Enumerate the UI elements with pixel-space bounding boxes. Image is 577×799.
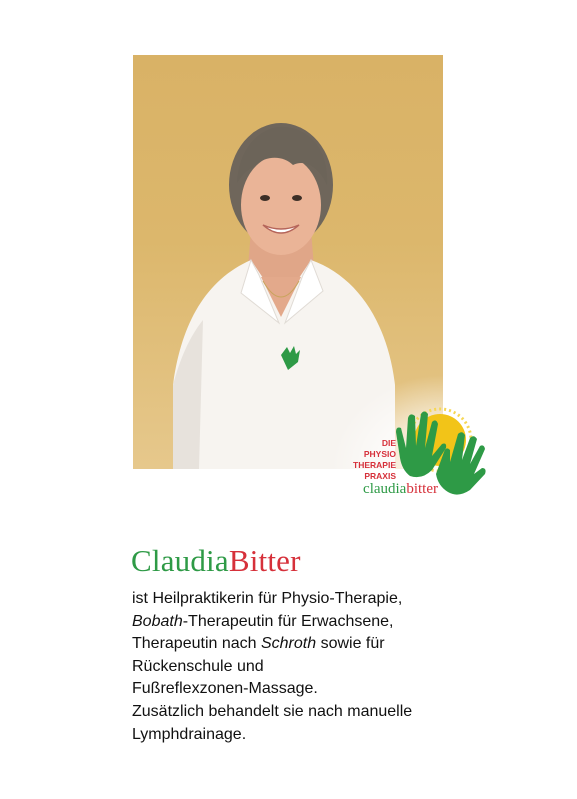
logo-text-physio: PHYSIO — [363, 449, 396, 459]
logo-text-therapie: THERAPIE — [353, 460, 396, 470]
description-line-1: ist Heilpraktikerin für Physio-Therapie, — [132, 590, 403, 607]
logo-name — [328, 480, 438, 498]
description-line-4: Rückenschule und — [132, 657, 264, 675]
person-first-name: Claudia — [131, 543, 229, 578]
description-line-7: Lymphdrainage. — [132, 725, 247, 743]
bobath-emphasis: Bobath — [132, 612, 183, 630]
logo-text-die: DIE — [381, 438, 396, 448]
description-line-2-rest: -Therapeutin für Erwachsene, — [182, 612, 394, 630]
qualification-description — [132, 588, 472, 746]
logo-name-first: claudia — [363, 481, 407, 497]
description-line-2 — [132, 611, 472, 634]
description-line-3-post: sowie für — [316, 635, 385, 653]
schroth-emphasis: Schroth — [260, 635, 317, 653]
description-line-3-pre: Therapeutin nach — [132, 635, 261, 653]
description-line-5: Fußreflexzonen-Massage. — [132, 680, 318, 698]
person-last-name: Bitter — [228, 543, 301, 578]
person-name-heading — [131, 543, 301, 579]
description-line-3 — [132, 633, 472, 656]
description-line-6: Zusätzlich behandelt sie nach manuelle — [132, 702, 413, 720]
practice-logo — [328, 404, 490, 504]
logo-name-last: bitter — [406, 481, 438, 497]
logo-text-praxis: PRAXIS — [364, 471, 396, 481]
